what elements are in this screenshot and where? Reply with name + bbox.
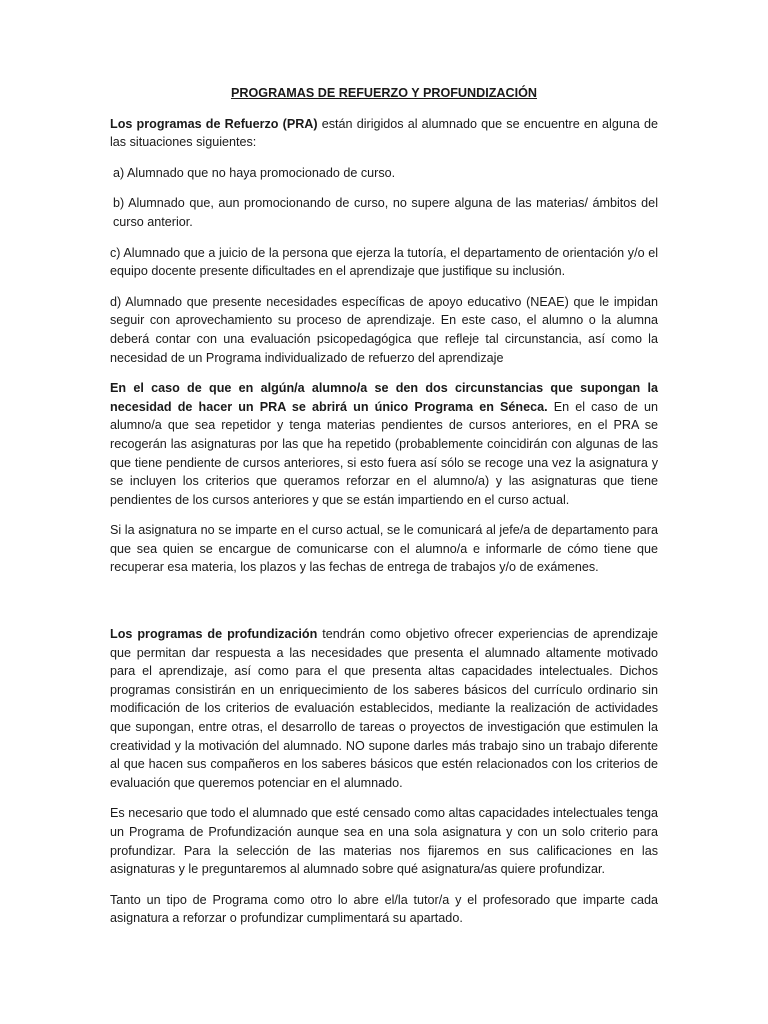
- intro-bold-lead: Los programas de Refuerzo (PRA): [110, 116, 318, 131]
- profundizacion-text: tendrán como objetivo ofrecer experiencias de aprendizaje que permitan dar respuesta a las necesidades que presenta el alumnado altamente motivado para el aprendizaje, así como para el que presenta altas capacidades intelectuales. Dichos programas consistirán en un enriquecimiento de los saberes básicos del currículo ordinario sin modificación de los criterios de evaluación establecidos, mediante la realización de actividades que supongan, entre otras, el desarrollo de tareas o proyectos de investigación que estimulen la creatividad y la motivación del alumnado. NO supone darles más trabajo sino un trabajo diferente al que hacen sus compañeros en los saberes básicos que estén relacionados con los criterios de evaluación que queremos potenciar en el alumnado.: [110, 627, 659, 790]
- profundizacion-paragraph: [110, 625, 658, 792]
- item-c-paragraph: c) Alumnado que a juicio de la persona que ejerza la tutoría, el departamento de orientación y/o el equipo docente presente dificultades en el aprendizaje que justifique su inclusión.: [110, 245, 658, 279]
- caso-paragraph: [110, 379, 658, 509]
- caso-text: En el caso de un alumno/a que sea repetidor y tenga materias pendientes de cursos anteriores, en el PRA se recogerán las asignaturas por las que ha repetido (probablemente coincidirán con algunas de las que tiene pendiente de cursos anteriores, si esto fuera así sólo se recoge una vez la asignatura y se incluyen los criterios que queramos reforzar en el alumno/a) y las asignaturas que tiene pendientes de los cursos anteriores y que se están impartiendo en el curso actual.: [110, 399, 658, 507]
- document-page: [110, 84, 658, 940]
- document-title: PROGRAMAS DE REFUERZO Y PROFUNDIZACIÓN: [230, 86, 537, 100]
- item-a-paragraph: a) Alumnado que no haya promocionado de curso.: [113, 165, 396, 180]
- item-d-paragraph: d) Alumnado que presente necesidades específicas de apoyo educativo (NEAE) que le impidan seguir con aprovechamiento su proceso de aprendizaje. En este caso, el alumno o la alumna deberá contar con una evaluación psicopedagógica que refleje tal circunstancia, así como la necesidad de un Programa individualizado de refuerzo del aprendizaje: [110, 294, 658, 365]
- caso-bold-lead: En el caso de que en algún/a alumno/a se den dos circunstancias que supongan la necesidad de hacer un PRA se abrirá un único Programa en Séneca.: [110, 381, 658, 414]
- item-b-paragraph: b) Alumnado que, aun promocionando de curso, no supere alguna de las materias/ ámbitos del curso anterior.: [113, 196, 658, 229]
- intro-paragraph: [110, 115, 658, 152]
- intro-text: están dirigidos al alumnado que se encuentre en alguna de las situaciones siguientes:: [110, 116, 659, 150]
- tanto-paragraph: Tanto un tipo de Programa como otro lo abre el/la tutor/a y el profesorado que imparte cada asignatura a reforzar o profundizar cumplimentará su apartado.: [110, 892, 658, 926]
- asignatura-paragraph: Si la asignatura no se imparte en el curso actual, se le comunicará al jefe/a de departamento para que sea quien se encargue de comunicarse con el alumno/a e informarle de cómo tiene que recuperar esa materia, los plazos y las fechas de entrega de trabajos y/o de exámenes.: [110, 523, 658, 575]
- section-spacer: [110, 589, 658, 625]
- profundizacion-bold-lead: Los programas de profundización: [110, 627, 318, 642]
- necesario-paragraph: Es necesario que todo el alumnado que esté censado como altas capacidades intelectuales tenga un Programa de Profundización aunque sea en una sola asignatura y con un solo criterio para profundizar. Para la selección de las materias nos fijaremos en sus calificaciones en las asignaturas y le preguntaremos al alumnado sobre qué asignatura/as quiere profundizar.: [110, 806, 658, 877]
